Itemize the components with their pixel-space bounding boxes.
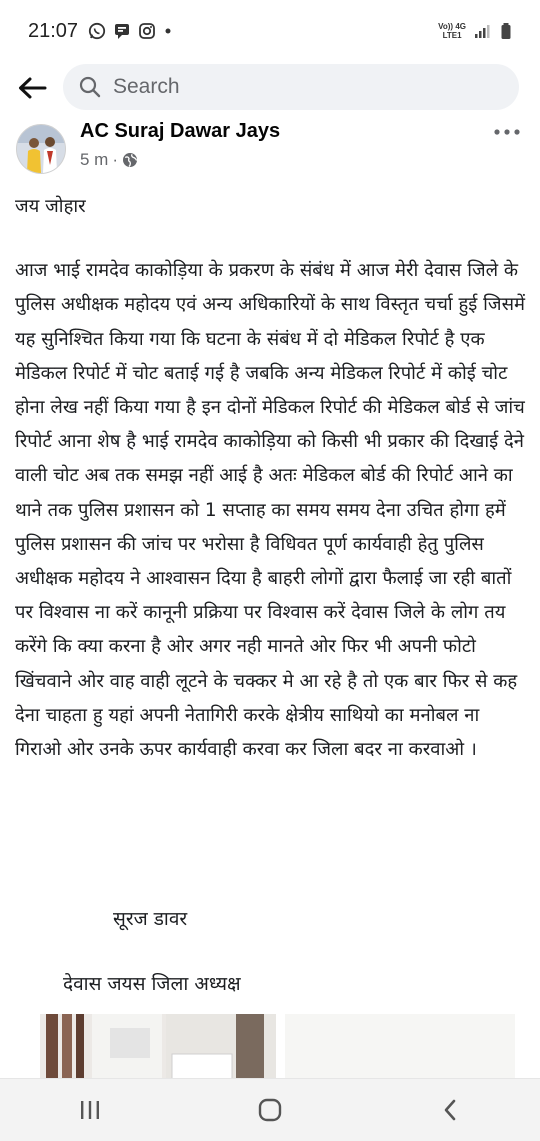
- recent-apps-icon: [78, 1099, 102, 1121]
- post-header: [0, 118, 540, 180]
- arrow-left-icon: [17, 76, 47, 100]
- search-input[interactable]: [111, 74, 475, 100]
- top-nav-bar: [0, 62, 540, 114]
- instagram-icon: [138, 22, 156, 40]
- home-icon: [257, 1097, 283, 1123]
- avatar[interactable]: [16, 124, 66, 174]
- network-label-bottom: LTE1: [442, 31, 462, 40]
- post-designation: देवास जयस जिला अध्यक्ष: [63, 973, 241, 995]
- recent-apps-button[interactable]: [60, 1090, 120, 1130]
- globe-icon: [122, 152, 138, 168]
- chevron-left-icon: [441, 1098, 459, 1122]
- author-name[interactable]: AC Suraj Dawar Jays: [80, 120, 281, 142]
- meta-separator: ·: [112, 150, 119, 169]
- network-label: [438, 22, 466, 40]
- status-time: 21:07: [28, 19, 79, 42]
- more-horizontal-icon: [493, 128, 521, 136]
- post-time[interactable]: 5 m: [80, 150, 109, 169]
- post-meta: [80, 150, 138, 170]
- post-body: [15, 190, 530, 767]
- post-greeting: जय जोहार: [15, 196, 86, 217]
- whatsapp-icon: [88, 22, 106, 40]
- search-icon: [79, 76, 101, 98]
- network-label-top: Vo)) 4G: [438, 22, 466, 31]
- post-signature: सूरज डावर: [113, 908, 188, 930]
- battery-icon: [500, 22, 512, 40]
- status-right: [438, 22, 512, 40]
- notification-icons: [88, 22, 173, 40]
- search-bar[interactable]: [63, 64, 519, 110]
- system-nav-bar: [0, 1078, 540, 1141]
- home-button[interactable]: [240, 1090, 300, 1130]
- system-back-button[interactable]: [420, 1090, 480, 1130]
- post-message: आज भाई रामदेव काकोड़िया के प्रकरण के संबंध में आज मेरी देवास जिले के पुलिस अधीक्षक महोदय एवं अन्य अधिकारियों के साथ विस्तृत चर्चा हुई जिसमें यह सुनिश्चित किया गया कि घटना के संबंध में दो मेडिकल रिपोर्ट है एक मेडिकल रिपोर्ट में चोट बताई गई है जबकि अन्य मेडिकल रिपोर्ट में कोई चोट होना लेख नहीं किया गया है इन दोनों मेडिकल रिपोर्ट की मेडिकल बोर्ड से जांच रिपोर्ट आना शेष है भाई रामदेव काकोड़िया को किसी भी प्रकार की दिखाई देने वाली चोट अब तक समझ नहीं आई है अतः मेडिकल बोर्ड की रिपोर्ट आने का थाने तक पुलिस प्रशासन को 1 सप्ताह का समय समय देना उचित होगा हमें पुलिस प्रशासन की जांच पर भरोसा है विधिवत पूर्ण कार्यवाही हेतु पुलिस अधीक्षक महोदय ने आश्वासन दिया है बाहरी लोगों द्वारा फैलाई जा रही बातों पर विश्वास ना करें कानूनी प्रक्रिया पर विश्वास करें देवास जिले के लोग तय करेंगे कि क्या करना है ओर अगर नही मानते ओर फिर भी अपनी फोटो खिंचवाने ओर वाह वाही लूटने के चक्कर मे आ रहे है तो एक बार फिर से कह देना चाहता हु यहां अपनी नेतागिरी करके क्षेत्रीय साथियो का मनोबल ना गिराओ ओर उनके ऊपर कार्यवाही करवा कर जिला बदर ना करवाओ ।: [15, 260, 526, 761]
- more-options-button[interactable]: [490, 122, 524, 142]
- back-button[interactable]: [14, 72, 50, 104]
- signal-icon: [474, 23, 492, 39]
- status-bar: [0, 0, 540, 62]
- message-icon: [113, 22, 131, 40]
- post-photo-2[interactable]: [285, 1014, 515, 1080]
- post-photo[interactable]: [40, 1014, 276, 1080]
- dot-icon: [163, 22, 173, 40]
